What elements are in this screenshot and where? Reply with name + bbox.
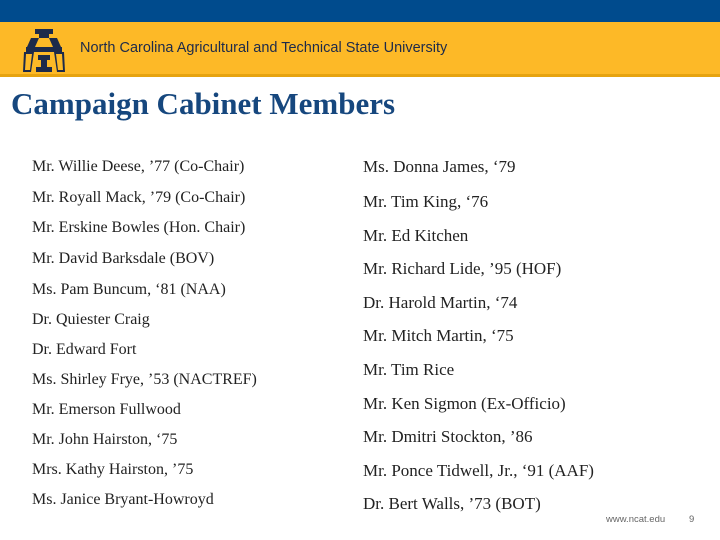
member-item: Dr. Harold Martin, ‘74 bbox=[363, 293, 518, 312]
footer-url: www.ncat.edu bbox=[606, 514, 666, 525]
member-item: Ms. Shirley Frye, ’53 (NACTREF) bbox=[32, 371, 257, 388]
member-item: Mr. Ken Sigmon (Ex-Officio) bbox=[363, 394, 566, 413]
member-item: Dr. Quiester Craig bbox=[32, 311, 150, 328]
member-item: Mrs. Kathy Hairston, ’75 bbox=[32, 461, 194, 478]
member-item: Mr. Tim Rice bbox=[363, 360, 455, 379]
member-item: Mr. Royall Mack, ’79 (Co-Chair) bbox=[32, 189, 246, 206]
member-item: Mr. Ponce Tidwell, Jr., ‘91 (AAF) bbox=[363, 461, 594, 480]
member-item: Mr. David Barksdale (BOV) bbox=[32, 250, 215, 267]
member-item: Dr. Bert Walls, ’73 (BOT) bbox=[363, 494, 541, 513]
member-item: Mr. Emerson Fullwood bbox=[32, 401, 181, 418]
member-item: Ms. Janice Bryant-Howroyd bbox=[32, 491, 214, 508]
member-item: Ms. Pam Buncum, ‘81 (NAA) bbox=[32, 281, 226, 298]
slide-title: Campaign Cabinet Members bbox=[11, 86, 396, 121]
member-item: Mr. Tim King, ‘76 bbox=[363, 192, 489, 211]
member-item: Mr. Erskine Bowles (Hon. Chair) bbox=[32, 219, 246, 236]
university-name: North Carolina Agricultural and Technical State University bbox=[80, 40, 448, 56]
ncat-aggie-logo-icon bbox=[22, 27, 66, 74]
member-item: Mr. Willie Deese, ’77 (Co-Chair) bbox=[32, 158, 245, 175]
member-item: Dr. Edward Fort bbox=[32, 341, 137, 358]
member-item: Ms. Donna James, ‘79 bbox=[363, 157, 516, 176]
member-item: Mr. Mitch Martin, ‘75 bbox=[363, 326, 514, 345]
top-blue-bar bbox=[0, 0, 720, 22]
member-item: Mr. John Hairston, ‘75 bbox=[32, 431, 178, 448]
member-item: Mr. Ed Kitchen bbox=[363, 226, 469, 245]
header-band-stripe bbox=[0, 74, 720, 77]
page-number: 9 bbox=[689, 514, 695, 525]
member-item: Mr. Dmitri Stockton, ’86 bbox=[363, 427, 533, 446]
member-item: Mr. Richard Lide, ’95 (HOF) bbox=[363, 259, 562, 278]
